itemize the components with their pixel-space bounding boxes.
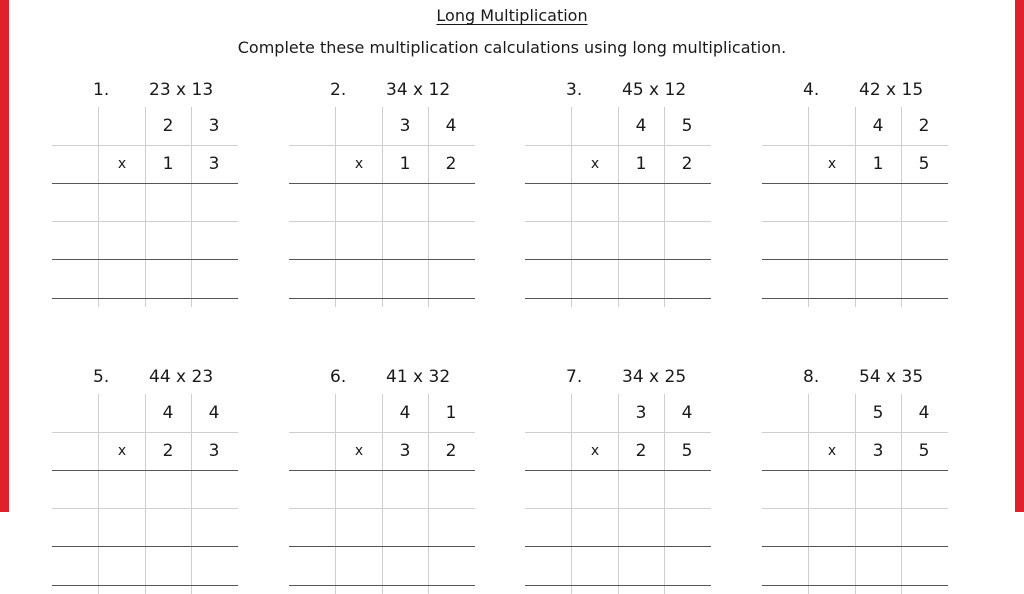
digit-ones-bottom: 5 [918, 154, 930, 174]
answer-rule-line [762, 585, 948, 586]
grid-column-line [808, 107, 809, 307]
grid-row-line [52, 221, 238, 222]
working-grid [52, 394, 238, 594]
working-grid [525, 107, 711, 307]
grid-column-line [98, 394, 99, 594]
problem-number: 8. [803, 367, 820, 387]
grid-column-line [571, 394, 572, 594]
digit-ones-top: 5 [681, 116, 693, 136]
digit-ones-top: 4 [918, 403, 930, 423]
multiply-sign: x [117, 156, 127, 172]
grid-column-line [335, 107, 336, 307]
digit-tens-bottom: 3 [872, 441, 884, 461]
digit-ones-top: 4 [445, 116, 457, 136]
working-grid [762, 394, 948, 594]
answer-rule-line [52, 470, 238, 471]
answer-rule-line [525, 183, 711, 184]
answer-rule-line [525, 298, 711, 299]
working-grid [762, 107, 948, 307]
problem-label [762, 80, 952, 104]
answer-rule-line [525, 259, 711, 260]
problem-expression: 54 x 35 [859, 367, 924, 387]
problem-label [52, 80, 242, 104]
problem-number: 1. [93, 80, 110, 100]
digit-ones-bottom: 2 [445, 154, 457, 174]
answer-rule-line [525, 585, 711, 586]
digit-tens-top: 4 [399, 403, 411, 423]
problem-expression: 23 x 13 [149, 80, 214, 100]
grid-row-line [525, 221, 711, 222]
answer-rule-line [289, 183, 475, 184]
digit-ones-bottom: 5 [681, 441, 693, 461]
problem-expression: 44 x 23 [149, 367, 214, 387]
problem-label [289, 80, 479, 104]
digit-tens-bottom: 1 [635, 154, 647, 174]
answer-rule-line [289, 259, 475, 260]
answer-rule-line [289, 298, 475, 299]
answer-rule-line [52, 183, 238, 184]
problem-number: 2. [330, 80, 347, 100]
digit-tens-top: 4 [872, 116, 884, 136]
digit-tens-bottom: 1 [162, 154, 174, 174]
answer-rule-line [762, 259, 948, 260]
working-grid [52, 107, 238, 307]
page-border-left [0, 0, 9, 512]
digit-tens-top: 4 [635, 116, 647, 136]
grid-row-line [762, 508, 948, 509]
working-grid [289, 394, 475, 594]
answer-rule-line [762, 546, 948, 547]
answer-rule-line [289, 585, 475, 586]
multiply-sign: x [354, 156, 364, 172]
digit-tens-bottom: 3 [399, 441, 411, 461]
grid-row-line [762, 221, 948, 222]
page-border-right [1015, 0, 1024, 512]
digit-tens-top: 5 [872, 403, 884, 423]
multiply-sign: x [354, 443, 364, 459]
grid-column-line [335, 394, 336, 594]
problem-number: 3. [566, 80, 583, 100]
digit-tens-bottom: 2 [162, 441, 174, 461]
worksheet-instructions: Complete these multiplication calculations using long multiplication. [237, 38, 787, 57]
answer-rule-line [762, 470, 948, 471]
problem-expression: 45 x 12 [622, 80, 687, 100]
digit-tens-top: 3 [635, 403, 647, 423]
problem-number: 7. [566, 367, 583, 387]
digit-ones-bottom: 2 [681, 154, 693, 174]
problem-expression: 42 x 15 [859, 80, 924, 100]
grid-column-line [808, 394, 809, 594]
digit-tens-top: 3 [399, 116, 411, 136]
answer-rule-line [289, 470, 475, 471]
digit-ones-top: 4 [208, 403, 220, 423]
digit-ones-top: 2 [918, 116, 930, 136]
problem-expression: 41 x 32 [386, 367, 451, 387]
grid-column-line [571, 107, 572, 307]
digit-ones-bottom: 5 [918, 441, 930, 461]
problem-number: 4. [803, 80, 820, 100]
problem-number: 5. [93, 367, 110, 387]
answer-rule-line [52, 298, 238, 299]
multiply-sign: x [117, 443, 127, 459]
grid-row-line [525, 508, 711, 509]
working-grid [289, 107, 475, 307]
problem-expression: 34 x 25 [622, 367, 687, 387]
problem-label [289, 367, 479, 391]
problem-label [525, 367, 715, 391]
answer-rule-line [525, 546, 711, 547]
digit-ones-top: 1 [445, 403, 457, 423]
digit-tens-top: 4 [162, 403, 174, 423]
problem-label [762, 367, 952, 391]
multiply-sign: x [590, 443, 600, 459]
answer-rule-line [762, 183, 948, 184]
digit-tens-bottom: 1 [399, 154, 411, 174]
multiply-sign: x [827, 443, 837, 459]
answer-rule-line [525, 470, 711, 471]
problem-number: 6. [330, 367, 347, 387]
multiply-sign: x [590, 156, 600, 172]
grid-row-line [289, 221, 475, 222]
working-grid [525, 394, 711, 594]
multiply-sign: x [827, 156, 837, 172]
digit-tens-bottom: 2 [635, 441, 647, 461]
answer-rule-line [289, 546, 475, 547]
problem-label [525, 80, 715, 104]
answer-rule-line [762, 298, 948, 299]
digit-tens-bottom: 1 [872, 154, 884, 174]
problem-expression: 34 x 12 [386, 80, 451, 100]
worksheet-title: Long Multiplication [436, 6, 588, 25]
problem-label [52, 367, 242, 391]
digit-ones-bottom: 3 [208, 441, 220, 461]
digit-tens-top: 2 [162, 116, 174, 136]
grid-column-line [98, 107, 99, 307]
answer-rule-line [52, 259, 238, 260]
grid-row-line [289, 508, 475, 509]
digit-ones-bottom: 3 [208, 154, 220, 174]
digit-ones-top: 3 [208, 116, 220, 136]
digit-ones-top: 4 [681, 403, 693, 423]
grid-row-line [52, 508, 238, 509]
answer-rule-line [52, 546, 238, 547]
digit-ones-bottom: 2 [445, 441, 457, 461]
answer-rule-line [52, 585, 238, 586]
